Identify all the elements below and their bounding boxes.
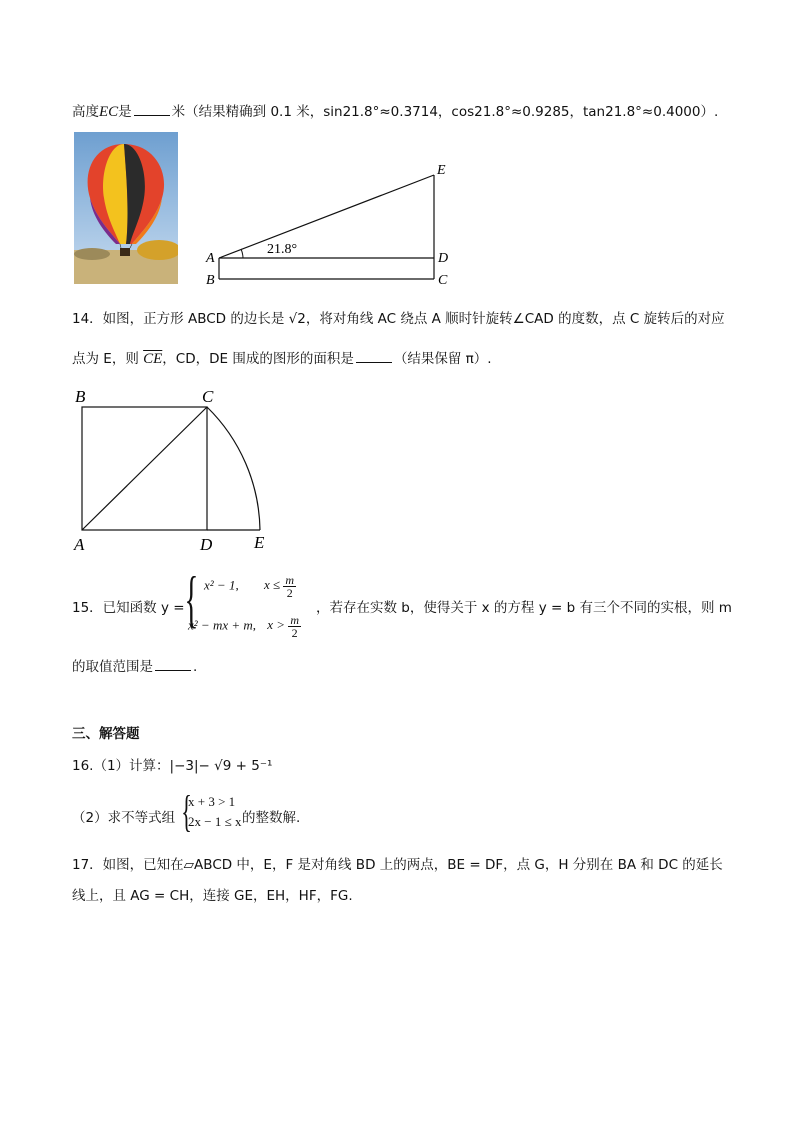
case-1: x² − 1, x ≤ $\frac{m}{2}$ — [204, 573, 295, 600]
q16-part2: （2）求不等式组 { x + 3 > 1 2x − 1 ≤ x 的整数解. — [72, 787, 301, 836]
answer-blank — [155, 658, 191, 671]
diagram-13 — [200, 158, 460, 290]
label-a: A — [74, 535, 85, 554]
label-e: E — [254, 533, 265, 552]
label-d: D — [438, 251, 449, 266]
case-2: x² − mx + m, x > $\frac{m}{2}$ — [188, 613, 299, 640]
label-e: E — [437, 163, 446, 178]
system-brace: { — [181, 787, 192, 836]
q14-line2: 点为 E，则 $\overline{CE}$，CD，DE 围成的图形的面积是 （结果保留 π）. — [72, 351, 492, 367]
label-a: A — [206, 251, 215, 266]
label-c: C — [202, 387, 214, 406]
label-b: B — [206, 273, 215, 288]
q17-line2: 线上，且 AG = CH，连接 GE，EH，HF，FG. — [72, 888, 353, 904]
answer-blank — [134, 103, 170, 116]
line-ae — [219, 175, 434, 258]
answer-blank — [356, 350, 392, 363]
q17-line1: 17．如图，已知在▱ABCD 中，E，F 是对角线 BD 上的两点，BE = DF，点 G，H 分别在 BA 和 DC 的延长 — [72, 857, 723, 873]
label-d: D — [200, 535, 213, 554]
q15-block: 15．已知函数 y = { x² − 1, x ≤ $\frac{m}{2}$ x² − mx + m, x > $\frac{m}{2}$ ，若存在实数 b，使得关于 x 的方程 y = b 有三个不同的实根，则 m — [72, 563, 732, 640]
q14-line1: 14．如图，正方形 ABCD 的边长是 √2，将对角线 AC 绕点 A 顺时针旋转∠CAD 的度数，点 C 旋转后的对应 — [72, 311, 725, 327]
q13-text: 高度EC是 米（结果精确到 0.1 米，sin21.8°≈0.3714，cos21.8°≈0.9285，tan21.8°≈0.4000）. — [72, 104, 719, 120]
q15-line2: 的取值范围是 . — [72, 659, 198, 675]
label-c: C — [438, 273, 448, 288]
label-b: B — [75, 387, 86, 406]
balloon-photo — [74, 132, 178, 284]
piecewise-brace: { — [184, 563, 199, 634]
diagram-14 — [70, 385, 280, 557]
arc-ce: $\overline{CE}$ — [143, 351, 163, 367]
arc-ce — [207, 407, 260, 530]
diagonal-ac — [82, 407, 207, 530]
angle-label: 21.8° — [267, 242, 298, 257]
section-title: 三、解答题 — [72, 726, 140, 742]
q16-part1: 16.（1）计算：|−3|− √9 + 5⁻¹ — [72, 758, 273, 774]
angle-arc — [241, 249, 243, 258]
